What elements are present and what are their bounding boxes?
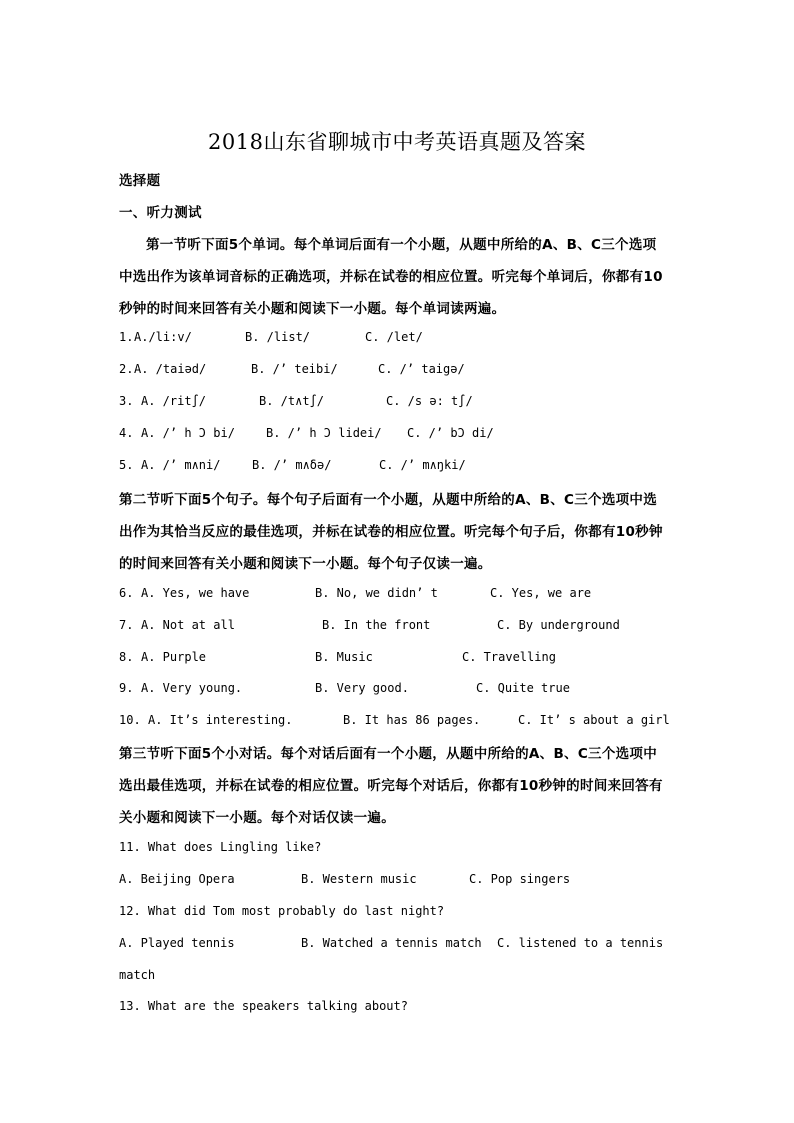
option-a: A. Very young. xyxy=(141,681,243,695)
option-a: A. /taiəd/ xyxy=(134,362,207,376)
question-number: 7. xyxy=(119,618,134,632)
question-number: 4. xyxy=(119,426,134,440)
option-a: A. Not at all xyxy=(141,618,235,632)
section-label: 选择题 xyxy=(119,173,161,189)
option-c: C. listened to a tennis xyxy=(497,936,664,950)
part-heading: 一、听力测试 xyxy=(119,205,202,221)
document-title: 2018山东省聊城市中考英语真题及答案 xyxy=(208,130,586,154)
option-a: A. /rit∫/ xyxy=(141,394,207,408)
section1-instruction-line: 中选出作为该单词音标的正确选项，并标在试卷的相应位置。听完每个单词后，你都有10 xyxy=(119,269,663,285)
section3-instruction-line: 第三节听下面5个小对话。每个对话后面有一个小题，从题中所给的A、B、C三个选项中 xyxy=(119,746,658,762)
question-number: 5. xyxy=(119,458,134,472)
option-b: B. Music xyxy=(315,650,373,664)
option-a: A./li:v/ xyxy=(134,330,192,344)
option-c: C. Yes, we are xyxy=(490,586,592,600)
option-c: C. It’ s about a girl xyxy=(518,713,670,727)
option-a: A. /’ h Ɔ bi/ xyxy=(141,426,235,440)
section2-instruction-line: 的时间来回答有关小题和阅读下一小题。每个句子仅读一遍。 xyxy=(119,556,492,572)
option-c: C. /let/ xyxy=(365,330,423,344)
option-b: B. /’ h Ɔ lidei/ xyxy=(266,426,382,440)
option-b: B. No, we didn’ t xyxy=(315,586,438,600)
option-c: C. /’ taigə/ xyxy=(378,362,465,376)
option-c-continuation: match xyxy=(119,968,156,982)
option-c: C. /’ bƆ di/ xyxy=(407,426,494,440)
section3-instruction-line: 关小题和阅读下一小题。每个对话仅读一遍。 xyxy=(119,810,395,826)
option-a: A. Yes, we have xyxy=(141,586,250,600)
question-number: 1. xyxy=(119,330,134,344)
option-b: B. In the front xyxy=(322,618,431,632)
option-a: A. Played tennis xyxy=(119,936,235,950)
option-c: C. /’ m∧ŋki/ xyxy=(379,458,466,472)
option-c: C. Pop singers xyxy=(469,872,571,886)
option-a: A. Purple xyxy=(141,650,207,664)
question-number: 9. xyxy=(119,681,134,695)
option-c: C. By underground xyxy=(497,618,620,632)
option-a: A. /’ m∧ni/ xyxy=(141,458,221,472)
question-number: 10. xyxy=(119,713,141,727)
option-b: B. /list/ xyxy=(245,330,311,344)
question-number: 8. xyxy=(119,650,134,664)
option-c: C. /s ə: t∫/ xyxy=(386,394,473,408)
option-b: B. Watched a tennis match xyxy=(301,936,482,950)
option-c: C. Travelling xyxy=(462,650,556,664)
section1-instruction-line: 秒钟的时间来回答有关小题和阅读下一小题。每个单词读两遍。 xyxy=(119,301,506,317)
option-b: B. /t∧t∫/ xyxy=(259,394,325,408)
section3-instruction-line: 选出最佳选项，并标在试卷的相应位置。听完每个对话后，你都有10秒钟的时间来回答有 xyxy=(119,778,663,794)
question-text: 11. What does Lingling like? xyxy=(119,840,322,854)
option-b: B. Very good. xyxy=(315,681,409,695)
question-text: 12. What did Tom most probably do last night? xyxy=(119,904,445,918)
section1-instruction-line: 第一节听下面5个单词。每个单词后面有一个小题，从题中所给的A、B、C三个选项 xyxy=(146,237,657,253)
question-number: 6. xyxy=(119,586,134,600)
option-a: A. It’s interesting. xyxy=(148,713,293,727)
question-number: 2. xyxy=(119,362,134,376)
option-a: A. Beijing Opera xyxy=(119,872,235,886)
question-number: 3. xyxy=(119,394,134,408)
option-b: B. /’ teibi/ xyxy=(251,362,338,376)
option-b: B. Western music xyxy=(301,872,417,886)
option-c: C. Quite true xyxy=(476,681,570,695)
option-b: B. It has 86 pages. xyxy=(343,713,481,727)
section2-instruction-line: 出作为其恰当反应的最佳选项，并标在试卷的相应位置。听完每个句子后，你都有10秒钟 xyxy=(119,524,663,540)
option-b: B. /’ m∧δə/ xyxy=(252,458,332,472)
section2-instruction-line: 第二节听下面5个句子。每个句子后面有一个小题，从题中所给的A、B、C三个选项中选 xyxy=(119,492,658,508)
question-text: 13. What are the speakers talking about? xyxy=(119,999,408,1013)
